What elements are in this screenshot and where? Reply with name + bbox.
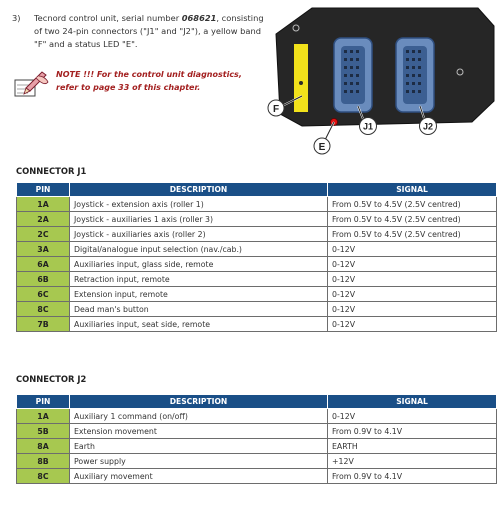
description-cell: Auxiliaries input, glass side, remote: [70, 257, 328, 272]
callout-e-label: E: [318, 142, 326, 153]
callout-j1-label: J1: [362, 121, 374, 132]
connector-j2-shape: [396, 38, 434, 112]
table-row: [17, 454, 497, 469]
table-row: [17, 287, 497, 302]
callout-j2: [420, 118, 437, 135]
control-unit-figure: [262, 6, 497, 156]
table-row: [17, 242, 497, 257]
callout-j2-label: J2: [422, 121, 434, 132]
pin-cell: 2A: [17, 212, 70, 227]
table-row: [17, 409, 497, 424]
signal-cell: EARTH: [328, 439, 497, 454]
signal-cell: +12V: [328, 454, 497, 469]
header-pin: PIN: [17, 395, 70, 409]
note-box: [12, 68, 272, 104]
writing-hand-icon: [12, 68, 50, 100]
pin-cell: 5B: [17, 424, 70, 439]
note-text: NOTE !!! For the control unit diagnostics, refer to page 33 of this chapter.: [56, 70, 242, 92]
signal-cell: From 0.5V to 4.5V (2.5V centred): [328, 197, 497, 212]
pin-cell: 7B: [17, 317, 70, 332]
table-row: [17, 302, 497, 317]
header-signal: SIGNAL: [328, 183, 497, 197]
pin-cell: 3A: [17, 242, 70, 257]
table-row: [17, 197, 497, 212]
connector-j2-title: CONNECTOR J2: [16, 374, 87, 384]
pin-cell: 8C: [17, 302, 70, 317]
connector-j1-table: [16, 182, 497, 332]
pin-cell: 1A: [17, 197, 70, 212]
intro-number: 3): [12, 13, 21, 23]
header-description: DESCRIPTION: [70, 183, 328, 197]
description-cell: Power supply: [70, 454, 328, 469]
pin-cell: 6B: [17, 272, 70, 287]
callout-f: [268, 100, 284, 116]
table-row: [17, 257, 497, 272]
header-signal: SIGNAL: [328, 395, 497, 409]
table-row: [17, 317, 497, 332]
serial-number: 068621: [181, 13, 217, 23]
pin-cell: 6C: [17, 287, 70, 302]
callout-f-label: F: [272, 104, 280, 115]
pin-cell: 6A: [17, 257, 70, 272]
yellow-band: [294, 44, 308, 112]
pin-cell: 8B: [17, 454, 70, 469]
callout-j1: [360, 118, 377, 135]
signal-cell: From 0.9V to 4.1V: [328, 469, 497, 484]
description-cell: Retraction input, remote: [70, 272, 328, 287]
description-cell: Auxiliary movement: [70, 469, 328, 484]
pin-cell: 8C: [17, 469, 70, 484]
description-cell: Extension movement: [70, 424, 328, 439]
signal-cell: 0-12V: [328, 317, 497, 332]
table-header-row: [17, 183, 497, 197]
table-row: [17, 424, 497, 439]
signal-cell: From 0.5V to 4.5V (2.5V centred): [328, 227, 497, 242]
description-cell: Dead man's button: [70, 302, 328, 317]
header-description: DESCRIPTION: [70, 395, 328, 409]
signal-cell: 0-12V: [328, 302, 497, 317]
signal-cell: 0-12V: [328, 242, 497, 257]
signal-cell: From 0.5V to 4.5V (2.5V centred): [328, 212, 497, 227]
intro-text: [34, 12, 266, 50]
pin-cell: 8A: [17, 439, 70, 454]
signal-cell: 0-12V: [328, 409, 497, 424]
description-cell: Joystick - extension axis (roller 1): [70, 197, 328, 212]
callout-e: [314, 138, 330, 154]
table-row: [17, 212, 497, 227]
table-header-row: [17, 395, 497, 409]
intro-text-after: , consisting of two 24-pin connectors ("J1" and "J2"), a yellow band "F" and a status LED "E".: [34, 13, 264, 49]
connector-j1-title: CONNECTOR J1: [16, 166, 87, 176]
description-cell: Auxiliaries input, seat side, remote: [70, 317, 328, 332]
signal-cell: From 0.9V to 4.1V: [328, 424, 497, 439]
control-unit-body: [276, 8, 494, 126]
connector-j1-shape: [334, 38, 372, 112]
description-cell: Joystick - auxiliaries 1 axis (roller 3): [70, 212, 328, 227]
intro-text-before: Tecnord control unit, serial number: [34, 13, 182, 23]
description-cell: Joystick - auxiliaries axis (roller 2): [70, 227, 328, 242]
pin-cell: 1A: [17, 409, 70, 424]
header-pin: PIN: [17, 183, 70, 197]
table-row: [17, 227, 497, 242]
table-row: [17, 439, 497, 454]
description-cell: Earth: [70, 439, 328, 454]
signal-cell: 0-12V: [328, 272, 497, 287]
table-row: [17, 272, 497, 287]
description-cell: Auxiliary 1 command (on/off): [70, 409, 328, 424]
connector-j2-table: [16, 394, 497, 484]
pin-cell: 2C: [17, 227, 70, 242]
signal-cell: 0-12V: [328, 257, 497, 272]
table-row: [17, 469, 497, 484]
description-cell: Extension input, remote: [70, 287, 328, 302]
description-cell: Digital/analogue input selection (nav./cab.): [70, 242, 328, 257]
signal-cell: 0-12V: [328, 287, 497, 302]
